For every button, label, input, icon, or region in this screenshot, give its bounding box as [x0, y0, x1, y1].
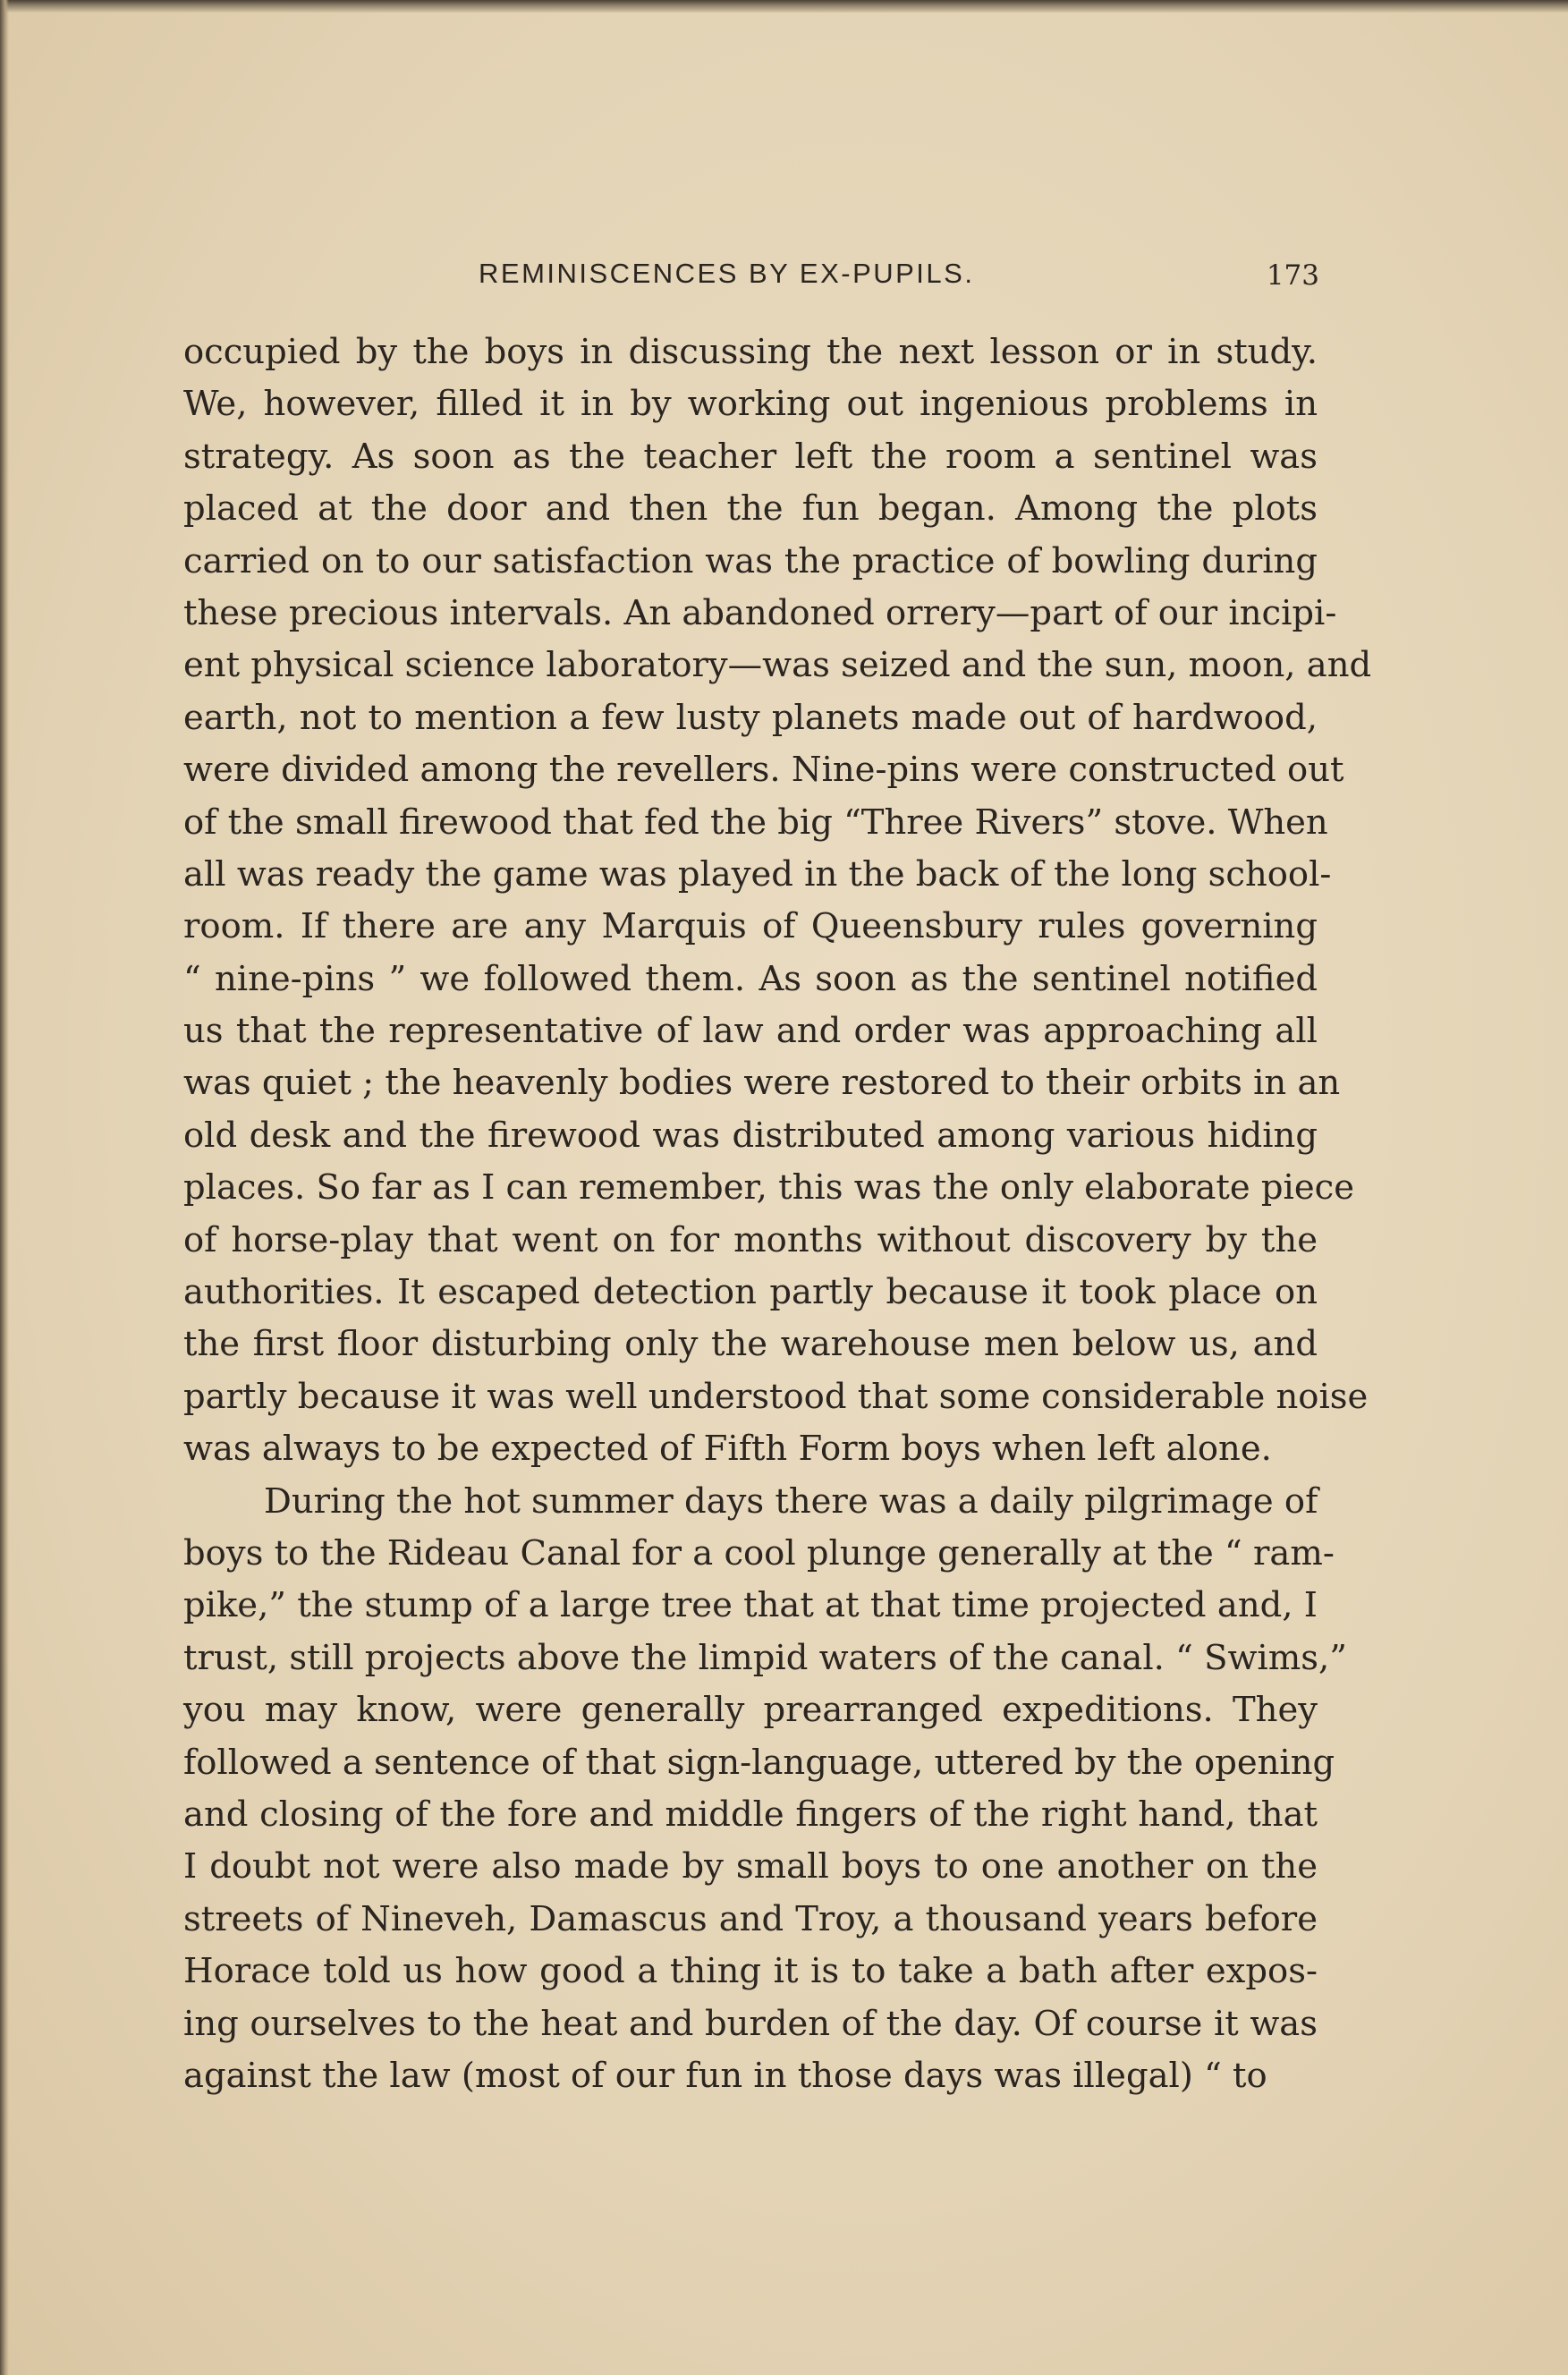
- text-line: followed a sentence of that sign-language, uttered by the opening: [183, 1742, 1335, 1783]
- text-line: ent physical science laboratory—was seized and the sun, moon, and: [183, 645, 1372, 686]
- text-line: all was ready the game was played in the back of the long school-: [183, 853, 1332, 895]
- text-line: During the hot summer days there was a daily pilgrimage of: [264, 1480, 1318, 1522]
- running-head-title: REMINISCENCES BY EX-PUPILS.: [479, 258, 975, 289]
- text-line: old desk and the firewood was distributed among various hiding: [183, 1115, 1318, 1156]
- text-line: was quiet ; the heavenly bodies were restored to their orbits in an: [183, 1063, 1341, 1104]
- text-line: pike,” the stump of a large tree that at that time projected and, I: [183, 1585, 1318, 1626]
- body-text: [183, 327, 1372, 2102]
- paragraph: [183, 327, 1372, 1476]
- text-line: placed at the door and then the fun began. Among the plots: [183, 488, 1318, 530]
- text-line: partly because it was well understood that some considerable noise: [183, 1376, 1369, 1417]
- text-line: We, however, filled it in by working out ingenious problems in: [183, 384, 1318, 425]
- page-number: 173: [1266, 259, 1319, 292]
- text-line: trust, still projects above the limpid waters of the canal. “ Swims,”: [183, 1637, 1347, 1678]
- text-line: ing ourselves to the heat and burden of the day. Of course it was: [183, 2003, 1318, 2044]
- text-line: against the law (most of our fun in those days was illegal) “ to: [183, 2055, 1267, 2096]
- text-line: earth, not to mention a few lusty planets made out of hardwood,: [183, 697, 1318, 738]
- text-line: places. So far as I can remember, this was the only elaborate piece: [183, 1167, 1354, 1209]
- text-line: of horse-play that went on for months without discovery by the: [183, 1219, 1318, 1260]
- text-line: boys to the Rideau Canal for a cool plunge generally at the “ ram-: [183, 1532, 1335, 1573]
- text-line: authorities. It escaped detection partly because it took place on: [183, 1272, 1318, 1313]
- text-line: “ nine-pins ” we followed them. As soon as the sentinel notified: [183, 958, 1318, 999]
- text-line: carried on to our satisfaction was the practice of bowling during: [183, 540, 1318, 581]
- text-line: was always to be expected of Fifth Form boys when left alone.: [183, 1429, 1272, 1470]
- page-gutter-edge: [0, 0, 9, 2375]
- paragraph: [183, 1476, 1347, 2103]
- text-line: strategy. As soon as the teacher left the room a sentinel was: [183, 436, 1318, 477]
- text-line: of the small firewood that fed the big “Three Rivers” stove. When: [183, 802, 1328, 843]
- text-line: you may know, were generally prearranged expeditions. They: [183, 1690, 1318, 1731]
- text-line: room. If there are any Marquis of Queensbury rules governing: [183, 906, 1318, 947]
- text-line: Horace told us how good a thing it is to take a bath after expos-: [183, 1951, 1318, 1992]
- text-line: us that the representative of law and order was approaching all: [183, 1011, 1318, 1052]
- running-head: [183, 258, 1319, 297]
- text-line: these precious intervals. An abandoned orrery—part of our incipi-: [183, 592, 1337, 633]
- page-top-edge: [0, 0, 1568, 13]
- text-line: I doubt not were also made by small boys to one another on the: [183, 1846, 1318, 1887]
- text-line: streets of Nineveh, Damascus and Troy, a thousand years before: [183, 1898, 1318, 1939]
- text-line: and closing of the fore and middle fingers of the right hand, that: [183, 1794, 1318, 1835]
- text-line: occupied by the boys in discussing the next lesson or in study.: [183, 332, 1318, 372]
- text-line: the first floor disturbing only the warehouse men below us, and: [183, 1324, 1318, 1365]
- text-line: were divided among the revellers. Nine-pins were constructed out: [183, 750, 1344, 791]
